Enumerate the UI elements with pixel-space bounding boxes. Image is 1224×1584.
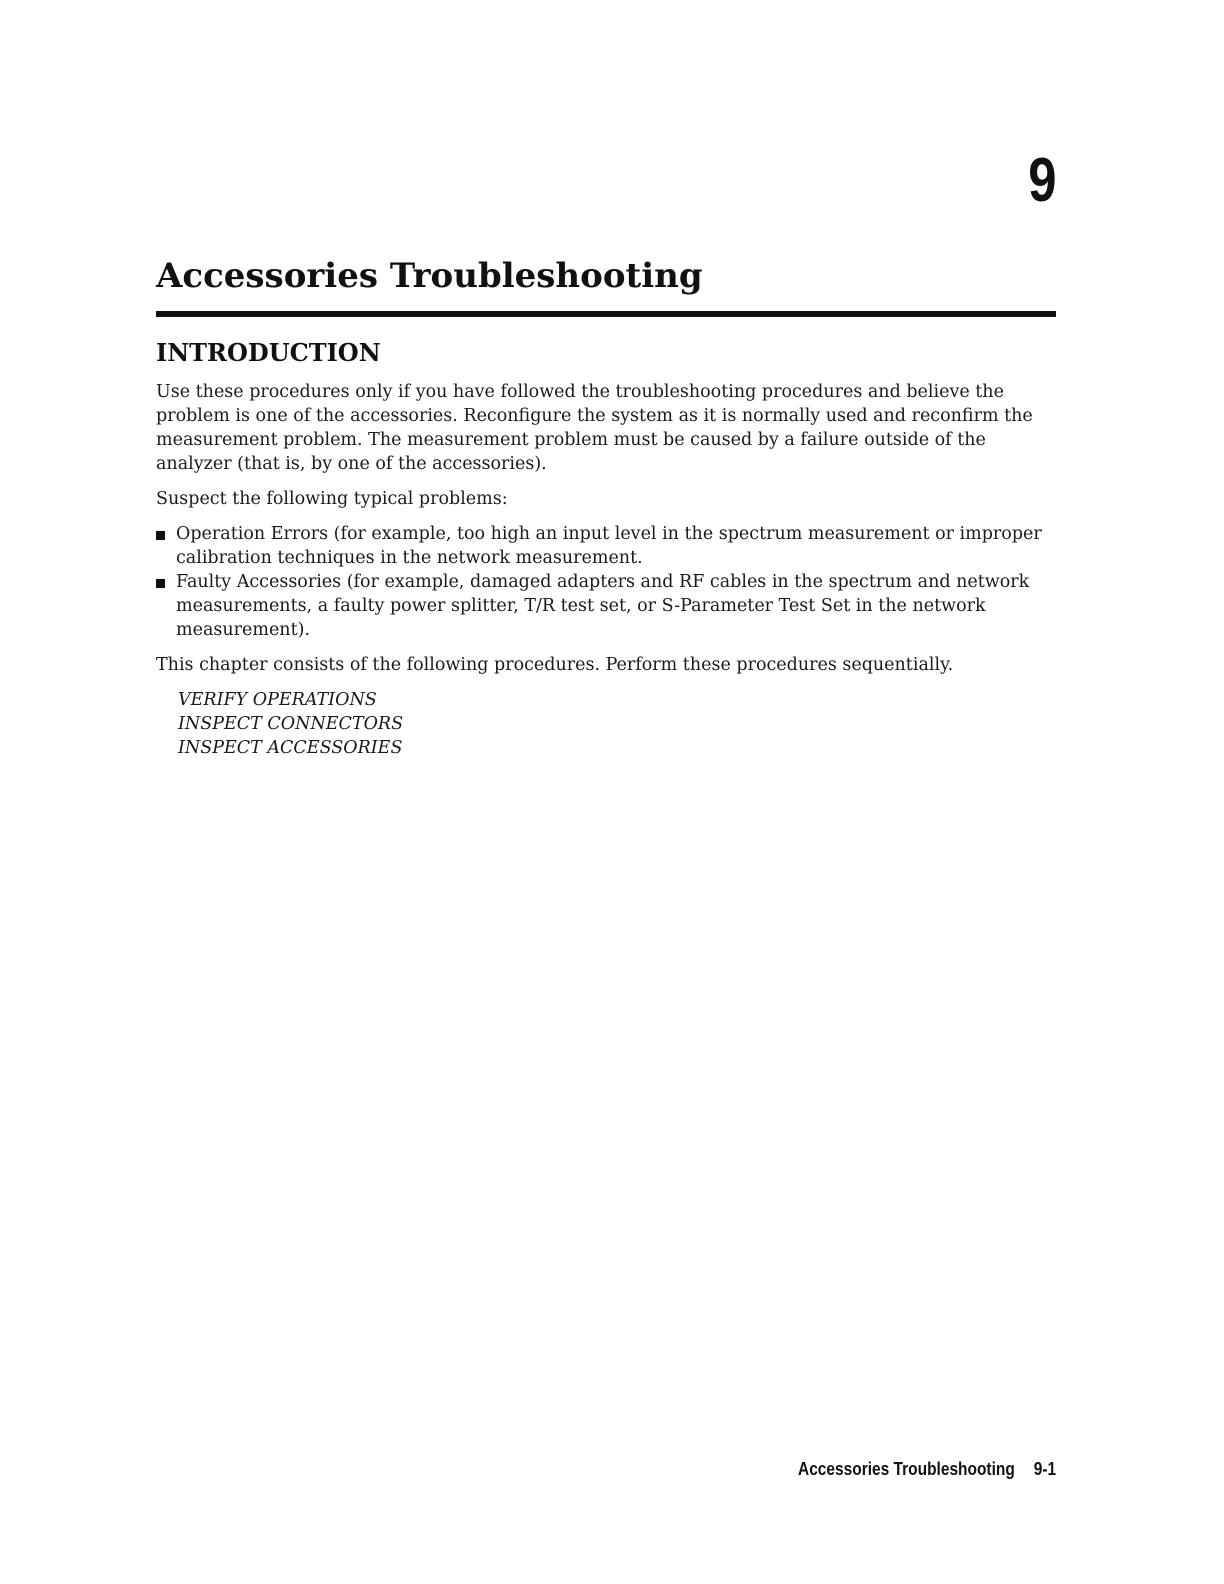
procedures-paragraph: This chapter consists of the following procedures. Perform these procedures sequentially. [156,655,954,675]
problem-text: Operation Errors (for example, too high an input level in the spectrum measurement or improper calibration techniques in the network measurement. [176,524,1042,568]
chapter-title: Accessories Troubleshooting [156,256,703,296]
main-content [156,336,1056,760]
procedure-item: INSPECT ACCESSORIES [178,738,403,758]
procedures-list [156,688,1056,760]
square-bullet-icon [156,531,165,540]
page-number: 9-1 [1033,1459,1056,1479]
suspect-paragraph: Suspect the following typical problems: [156,489,508,509]
list-item [156,570,1056,642]
problems-list [156,522,1056,642]
square-bullet-icon [156,579,165,588]
intro-paragraph: Use these procedures only if you have followed the troubleshooting procedures and believe the problem is one of the accessories. Reconfigure the system as it is normally used and reconfirm the measurement problem. The measurement problem must be caused by a failure outside of the analyzer (that is, by one of the accessories). [156,382,1033,474]
chapter-number: 9 [1027,146,1056,215]
problem-text: Faulty Accessories (for example, damaged adapters and RF cables in the spectrum and network measurements, a faulty power splitter, T/R test set, or S-Parameter Test Set in the network measurement). [176,572,1030,640]
list-item [156,522,1056,570]
page-footer [798,1457,1056,1481]
footer-title: Accessories Troubleshooting [797,1459,1015,1479]
procedure-item: INSPECT CONNECTORS [178,714,404,734]
title-rule [156,311,1056,317]
procedure-item: VERIFY OPERATIONS [178,690,377,710]
section-heading: INTRODUCTION [156,338,381,367]
